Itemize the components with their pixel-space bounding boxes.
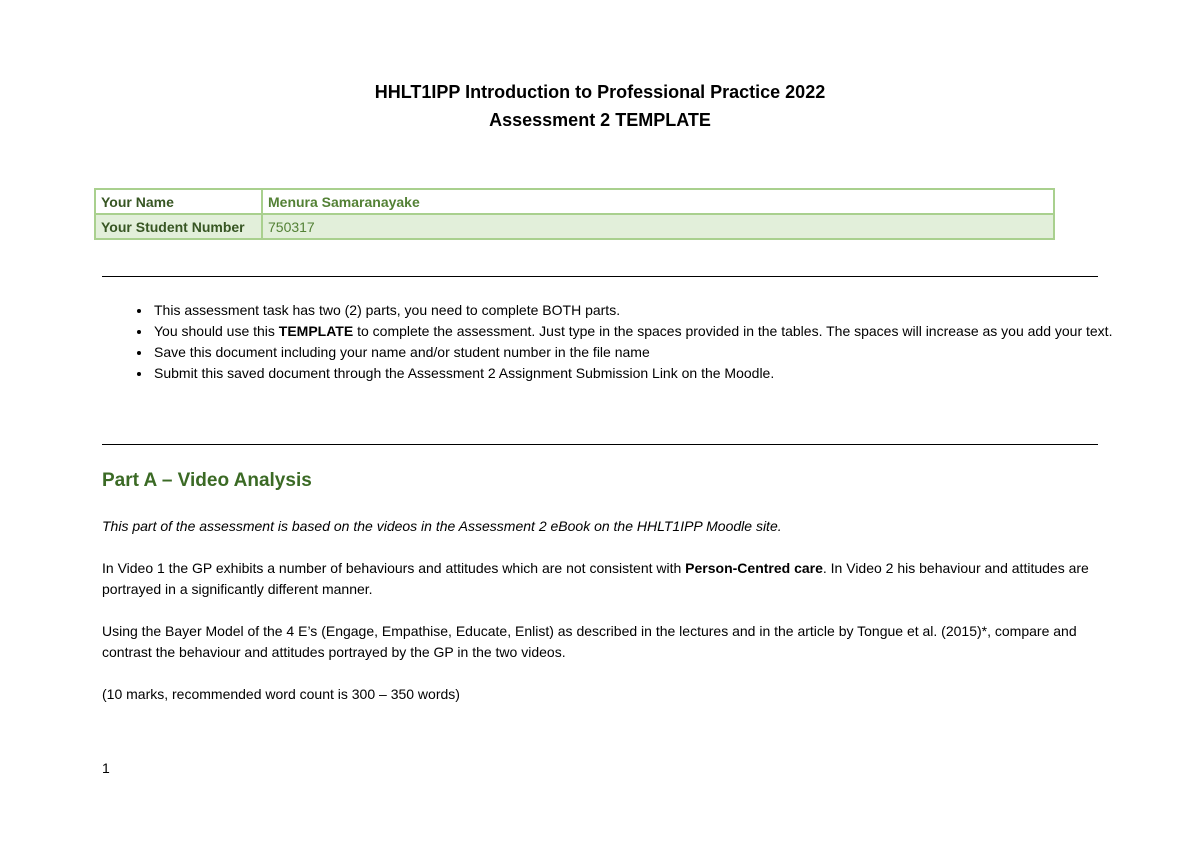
list-item (152, 363, 1142, 384)
list-item (152, 342, 1142, 363)
document-title: HHLT1IPP Introduction to Professional Practice 2022 (374, 82, 826, 102)
instruction-text: You should use this (154, 323, 279, 339)
instructions-list (102, 300, 1142, 384)
list-item (152, 321, 1142, 342)
divider (102, 444, 1098, 445)
student-details-table (94, 188, 1055, 240)
name-label: Your Name (95, 189, 262, 214)
paragraph-text: . In Video 2 his behaviour and attitudes are portrayed in a significantly different manner. (102, 560, 1089, 597)
part-a-marks: (10 marks, recommended word count is 300 – 350 words) (102, 686, 460, 702)
student-number-value[interactable]: 750317 (262, 214, 1054, 239)
instruction-text: Save this document including your name and/or student number in the file name (154, 344, 650, 360)
page-number: 1 (102, 760, 110, 776)
document-subtitle: Assessment 2 TEMPLATE (489, 110, 711, 130)
part-a-paragraph-2: Using the Bayer Model of the 4 E’s (Engage, Empathise, Educate, Enlist) as described in the lectures and in the article by Tongue et al. (2015)*, compare and contrast the behaviour and attitudes portrayed by the GP in the two videos. (102, 623, 1077, 660)
paragraph-bold: Person-Centred care (685, 560, 823, 576)
part-a-heading: Part A – Video Analysis (102, 470, 312, 491)
instruction-bold: TEMPLATE (278, 323, 354, 339)
instruction-text: This assessment task has two (2) parts, you need to complete BOTH parts. (154, 302, 621, 318)
paragraph-text: In Video 1 the GP exhibits a number of behaviours and attitudes which are not consistent with (102, 560, 686, 576)
student-number-label: Your Student Number (95, 214, 262, 239)
instruction-text: Submit this saved document through the Assessment 2 Assignment Submission Link on the Moodle. (154, 365, 775, 381)
list-item (152, 300, 1142, 321)
instruction-text: to complete the assessment. Just type in the spaces provided in the tables. The spaces will increase as you add your text. (353, 323, 1113, 339)
name-value[interactable]: Menura Samaranayake (262, 189, 1054, 214)
part-a-intro: This part of the assessment is based on the videos in the Assessment 2 eBook on the HHLT1IPP Moodle site. (102, 518, 782, 534)
part-a-paragraph-1 (102, 558, 1092, 600)
divider (102, 276, 1098, 277)
table-row (95, 214, 1054, 239)
table-row (95, 189, 1054, 214)
